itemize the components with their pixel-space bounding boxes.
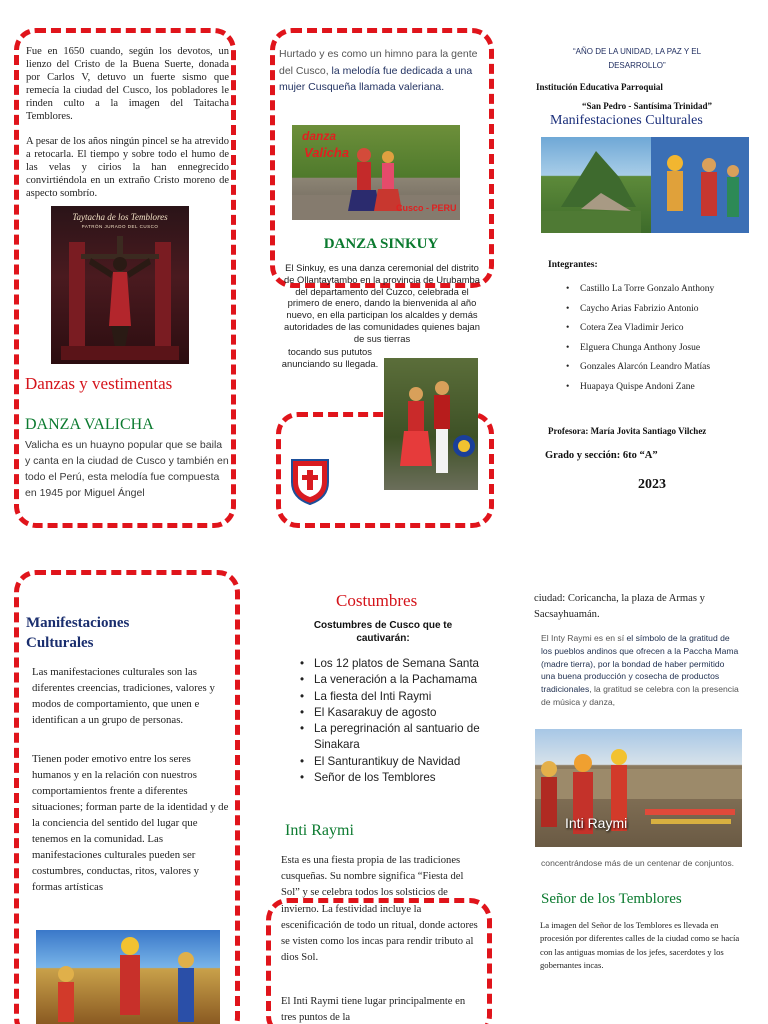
inty-text-c: , la gratitud se celebra con la presencia de música y danza, <box>541 684 739 707</box>
costumbre-item <box>296 770 486 786</box>
integrante-name: Huapaya Quispe Andoni Zane <box>580 381 695 392</box>
inti-raymi-photo <box>535 729 742 847</box>
integrante-item <box>562 378 742 398</box>
col2-continuation <box>279 46 487 96</box>
grado-seccion: Grado y sección: 6to “A” <box>545 450 658 461</box>
integrante-item <box>562 358 742 378</box>
costumbre-text: La fiesta del Inti Raymi <box>314 689 432 703</box>
integrante-item <box>562 300 742 320</box>
school-emblem <box>288 456 332 506</box>
sinkuy-dancers-illustration <box>384 358 478 490</box>
costumbres-title: Costumbres <box>336 591 418 610</box>
inca-figures-illustration <box>36 930 220 1024</box>
sinkuy-dancers-photo <box>384 358 478 490</box>
costumbre-text: El Santurantikuy de Navidad <box>314 754 461 768</box>
valicha-text: Valicha es un huayno popular que se baila y canta en la ciudad de Cusco y también en todo el Perú, esta melodía fue compuesta en 1945 por Miguel Ángel <box>25 439 229 499</box>
cover-title: Manifestaciones Culturales <box>550 113 703 128</box>
costumbre-item <box>296 705 486 721</box>
taytacha-poster-image <box>51 206 189 364</box>
photo-label-danza: danza <box>302 129 337 143</box>
col2-continuation-plain: Hurtado y es como un himno para la gente del Cusco, <box>279 48 478 77</box>
school-name: “San Pedro - Santísima Trinidad” <box>582 101 713 111</box>
machu-picchu-collage <box>541 137 749 233</box>
manifestaciones-para1: Las manifestaciones culturales son las diferentes creencias, tradiciones, valores y modos de comportamiento, que unen e identifican a un grupo de personas. <box>32 666 215 726</box>
inti-raymi-collage-photo <box>36 930 220 1024</box>
costumbre-text: La peregrinación al santuario de Sinakara <box>314 722 480 752</box>
costumbre-text: Señor de los Temblores <box>314 771 436 785</box>
integrante-item <box>562 339 742 359</box>
col1-para1: Fue en 1650 cuando, según los devotos, un lienzo del Cristo de la Buena Suerte, donada por Carlos V, detuvo un fuerte sismo que remecía la ciudad del Cusco, los pobladores le rinden culto a la imagen del Taitacha Temblores. <box>26 46 229 122</box>
integrantes-label: Integrantes: <box>548 260 598 270</box>
costumbre-item <box>296 656 486 672</box>
poster-title: Taytacha de los Temblores <box>72 212 168 222</box>
valicha-title: DANZA VALICHA <box>25 416 154 433</box>
costumbre-text: La veneración a la Pachamama <box>314 673 478 687</box>
costumbres-list <box>296 656 486 786</box>
senor-temblores-title: Señor de los Temblores <box>541 891 682 907</box>
sinkuy-title: DANZA SINKUY <box>323 236 439 252</box>
inty-text-b: el símbolo de la gratitud de los pueblos andinos que ofrecen a la Paccha Mama (madre tierra), por la bondad de haber permitido una buena producción y cosecha de productos tradicionales <box>541 633 739 695</box>
machu-picchu-illustration <box>541 137 749 233</box>
inti-raymi-para2: El Inti Raymi tiene lugar principalmente en tres puntos de la <box>281 996 466 1024</box>
sinkuy-text-2: tocando sus pututos anunciando su llegada. <box>281 346 379 369</box>
integrante-name: Gonzales Alarcón Leandro Matías <box>580 362 711 373</box>
inti-raymi-title: Inti Raymi <box>285 822 354 839</box>
integrantes-list <box>562 280 742 398</box>
cover-year: 2023 <box>638 477 666 492</box>
photo-label-cusco: Cusco - PERU <box>396 203 457 213</box>
costumbre-item <box>296 754 486 770</box>
integrante-name: Castillo La Torre Gonzalo Anthony <box>580 284 715 294</box>
inti-raymi-photo-label: Inti Raymi <box>565 815 628 831</box>
manifestaciones-title: Manifestaciones Culturales <box>26 615 130 651</box>
year-motto: “AÑO DE LA UNIDAD, LA PAZ Y EL DESARROLLO” <box>572 47 702 70</box>
integrante-name: Elguera Chunga Anthony Josue <box>580 342 701 353</box>
poster-subtitle: PATRÓN JURADO DEL CUSCO <box>81 224 159 229</box>
integrante-name: Cotera Zea Vladimir Jerico <box>580 323 684 334</box>
senor-temblores-text: La imagen del Señor de los Temblores es llevada en procesión por diferentes calles de la ciudad como se hacía con las antiguas momias de los jefes, sacerdotes y los gobernantes incas. <box>540 920 740 971</box>
profesora: Profesora: María Jovita Santiago Vilchez <box>548 426 707 436</box>
integrante-item <box>562 280 742 300</box>
crucifix-illustration <box>51 206 189 364</box>
costumbre-item <box>296 672 486 688</box>
col1-para2: A pesar de los años ningún pincel se ha atrevido a retocarla. El tiempo y sobre todo el humo de las velas y cirios la han ennegrecido convirtiéndola en un extraño Cristo moreno de aspecto sombrío. <box>26 136 229 199</box>
costumbre-item <box>296 721 486 754</box>
costumbre-text: Los 12 platos de Semana Santa <box>314 657 480 670</box>
after-photo-text: concentrándose más de un centenar de conjuntos. <box>541 858 735 868</box>
integrante-item <box>562 319 742 339</box>
col2-continuation-dark: la melodía fue dedicada a una mujer Cusqueña llamada valeriana. <box>279 64 473 93</box>
institution-name: Institución Educativa Parroquial <box>536 82 663 92</box>
inty-text-a: El Inty Raymi es en sí <box>541 633 627 643</box>
costumbre-text: El Kasarakuy de agosto <box>314 705 437 719</box>
costumbre-item <box>296 689 486 705</box>
inti-raymi-para1: Esta es una fiesta propia de las tradiciones cusqueñas. Su nombre significa “Fiesta del Sol” y se celebra todos los solsticios de invierno. La festividad incluye la escenificación de todo un ritual, donde actores se visten como los incas para rendir tributo al dios Sol. <box>281 855 478 964</box>
danzas-title: Danzas y vestimentas <box>25 374 173 393</box>
inty-text <box>541 632 741 709</box>
costumbres-subtitle: Costumbres de Cusco que te cautivarán: <box>313 620 453 644</box>
shield-emblem-icon <box>288 456 332 506</box>
integrante-name: Caycho Arias Fabrizio Antonio <box>580 303 699 314</box>
photo-label-valicha: Valicha <box>304 145 350 160</box>
col3-continuation: ciudad: Coricancha, la plaza de Armas y Sacsayhuamán. <box>534 593 705 620</box>
sinkuy-text: El Sinkuy, es una danza ceremonial del distrito de Ollantaytambo en la provincia de Urubamba del departamento del Cuzco, celebrada el primero de enero, dando la bienvenida al año nuevo, en ella participan los alcaldes y demás autoridades de las comunidades quienes bajan de sus tierras <box>284 262 480 344</box>
danza-valicha-photo <box>292 125 460 220</box>
manifestaciones-para2: Tienen poder emotivo entre los seres humanos y en la relación con nuestros comportamientos frente a diferentes situaciones; forman parte de la identidad y de la conciencia del sentido del lugar que tenemos en la comunidad. Las manifestaciones culturales pueden ser costumbres, conductas, ritos, valores y formas artísticas <box>32 753 229 893</box>
